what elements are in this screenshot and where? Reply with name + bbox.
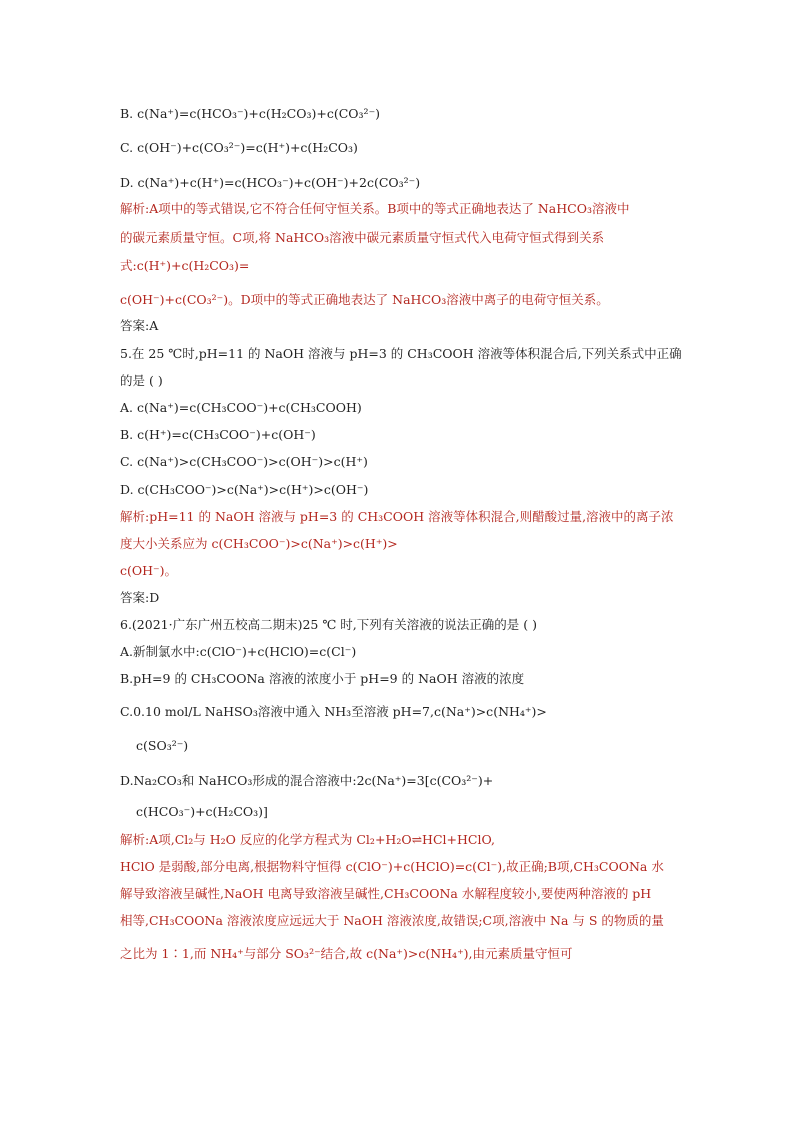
q6-analysis-line: 相等,CH₃COONa 溶液浓度应远远大于 NaOH 溶液浓度,故错误;C项,溶液中 Na 与 S 的物质的量 [120, 913, 664, 928]
q6-option-a: A.新制氯水中:c(ClO⁻)+c(HClO)=c(Cl⁻) [120, 644, 357, 659]
question-5-stem: 5.在 25 ℃时,pH=11 的 NaOH 溶液与 pH=3 的 CH₃COOH 溶液等体积混合后,下列关系式中正确 [120, 346, 682, 361]
q5-option-b: B. c(H⁺)=c(CH₃COO⁻)+c(OH⁻) [120, 427, 316, 442]
q5-option-c: C. c(Na⁺)>c(CH₃COO⁻)>c(OH⁻)>c(H⁺) [120, 454, 368, 469]
option-d-line: D. c(Na⁺)+c(H⁺)=c(HCO₃⁻)+c(OH⁻)+2c(CO₃²⁻) [120, 175, 421, 190]
q5-analysis-line: 度大小关系应为 c(CH₃COO⁻)>c(Na⁺)>c(H⁺)> [120, 536, 398, 551]
q6-analysis-line: 之比为 1∶1,而 NH₄⁺与部分 SO₃²⁻结合,故 c(Na⁺)>c(NH₄⁺),由元素质量守恒可 [120, 946, 573, 961]
analysis-line: 式:c(H⁺)+c(H₂CO₃)= [120, 258, 250, 273]
question-6-stem: 6.(2021·广东广州五校高二期末)25 ℃ 时,下列有关溶液的说法正确的是 ( ) [120, 617, 537, 632]
q5-answer-line: 答案:D [120, 590, 160, 605]
q6-option-d: D.Na₂CO₃和 NaHCO₃形成的混合溶液中:2c(Na⁺)=3[c(CO₃²⁻)+ [120, 773, 494, 788]
q5-option-a: A. c(Na⁺)=c(CH₃COO⁻)+c(CH₃COOH) [120, 400, 362, 415]
option-b-line: B. c(Na⁺)=c(HCO₃⁻)+c(H₂CO₃)+c(CO₃²⁻) [120, 106, 381, 121]
question-5-stem-cont: 的是 ( ) [120, 373, 163, 388]
answer-line: 答案:A [120, 318, 159, 333]
q6-analysis-line: 解导致溶液呈碱性,NaOH 电离导致溶液呈碱性,CH₃COONa 水解程度较小,要使两种溶液的 pH [120, 886, 652, 901]
q5-analysis-line: 解析:pH=11 的 NaOH 溶液与 pH=3 的 CH₃COOH 溶液等体积混合,则醋酸过量,溶液中的离子浓 [120, 509, 674, 524]
q6-option-d-cont: c(HCO₃⁻)+c(H₂CO₃)] [136, 804, 268, 819]
analysis-line: 的碳元素质量守恒。C项,将 NaHCO₃溶液中碳元素质量守恒式代入电荷守恒式得到关系 [120, 230, 605, 245]
q6-analysis-line: HClO 是弱酸,部分电离,根据物料守恒得 c(ClO⁻)+c(HClO)=c(Cl⁻),故正确;B项,CH₃COONa 水 [120, 859, 664, 874]
q5-option-d: D. c(CH₃COO⁻)>c(Na⁺)>c(H⁺)>c(OH⁻) [120, 482, 369, 497]
q6-option-c: C.0.10 mol/L NaHSO₃溶液中通入 NH₃至溶液 pH=7,c(Na⁺)>c(NH₄⁺)> [120, 704, 547, 719]
analysis-line: 解析:A项中的等式错误,它不符合任何守恒关系。B项中的等式正确地表达了 NaHCO₃溶液中 [120, 201, 630, 216]
q5-analysis-line: c(OH⁻)。 [120, 563, 178, 578]
q6-option-b: B.pH=9 的 CH₃COONa 溶液的浓度小于 pH=9 的 NaOH 溶液的浓度 [120, 671, 525, 686]
q6-analysis-line: 解析:A项,Cl₂与 H₂O 反应的化学方程式为 Cl₂+H₂O⇌HCl+HClO, [120, 832, 495, 847]
analysis-line: c(OH⁻)+c(CO₃²⁻)。D项中的等式正确地表达了 NaHCO₃溶液中离子的电荷守恒关系。 [120, 292, 609, 307]
q6-option-c-cont: c(SO₃²⁻) [136, 738, 189, 753]
option-c-line: C. c(OH⁻)+c(CO₃²⁻)=c(H⁺)+c(H₂CO₃) [120, 140, 358, 155]
